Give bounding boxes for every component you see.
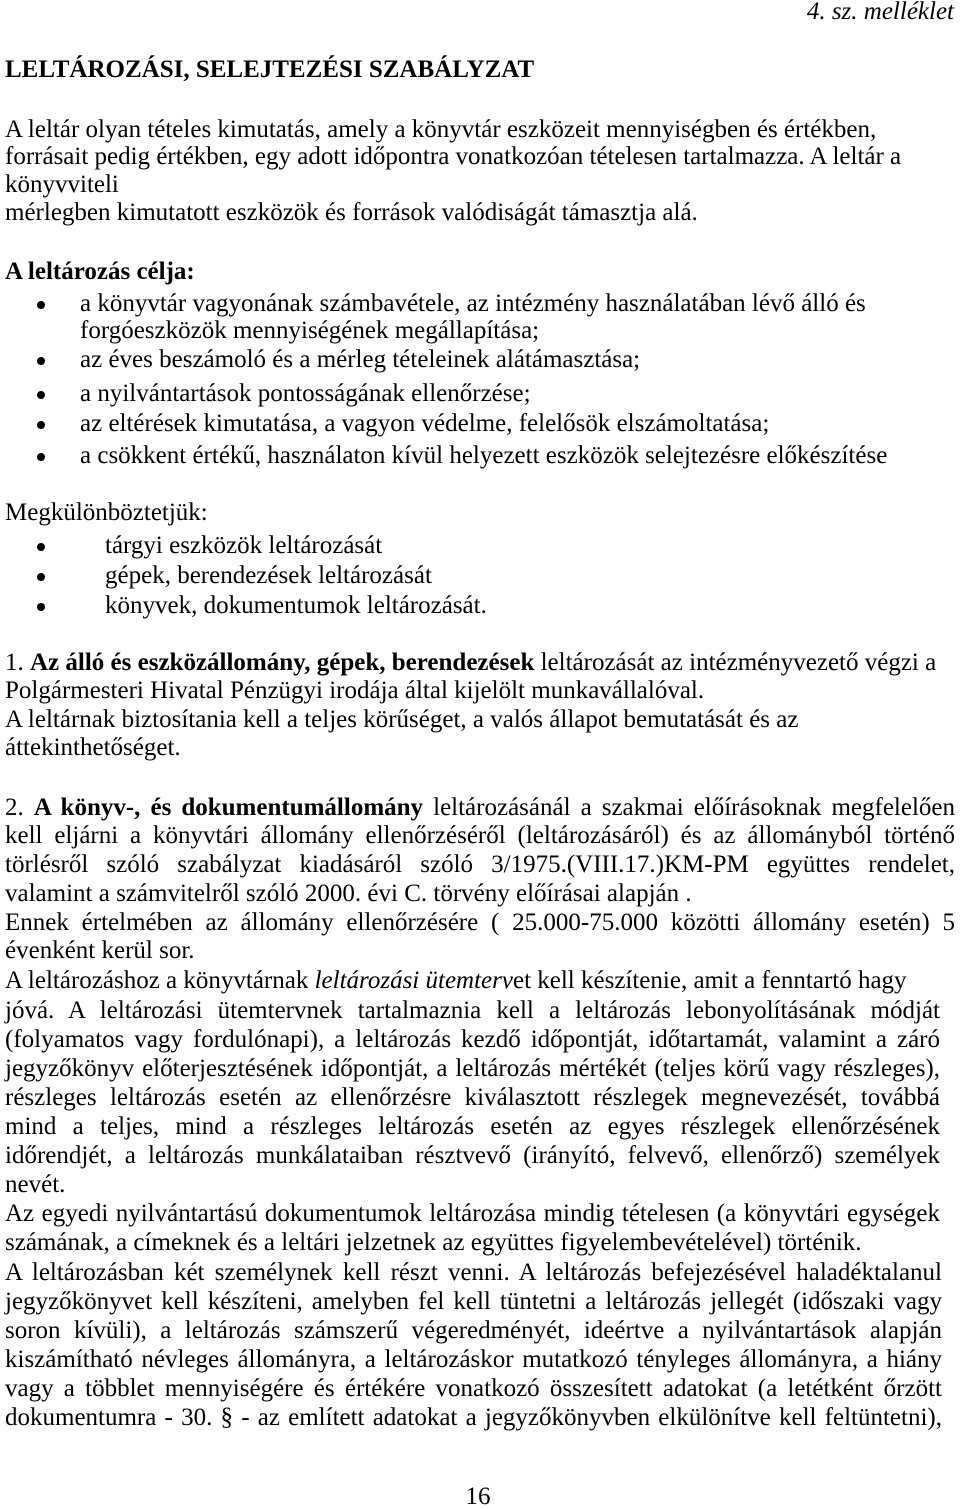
text-line: áttekinthetőséget. xyxy=(5,734,181,761)
page-number: 16 xyxy=(465,1483,491,1509)
document-title: LELTÁROZÁSI, SELEJTEZÉSI SZABÁLYZAT xyxy=(5,56,535,83)
text-line: Polgármesteri Hivatal Pénzügyi irodája által kijelölt munkavállalóval. xyxy=(5,677,705,704)
text-line: jóvá. A leltározási ütemtervnek tartalmaznia kell a leltározás lebonyolításának módját xyxy=(5,997,940,1024)
text-line: részleges leltározás esetén az ellenőrzésre kiválasztott részlegek megnevezését, továbbá xyxy=(5,1084,940,1111)
section-2-first-line xyxy=(5,794,955,822)
section-heading: Az álló és eszközállomány, gépek, berendezések xyxy=(30,649,535,676)
list-item-text: forgóeszközök mennyiségének megállapítása; xyxy=(80,317,540,344)
text-line: A leltározásban két személynek kell részt venni. A leltározás befejezésével haladéktalanul xyxy=(5,1259,942,1286)
bullet-icon xyxy=(37,603,45,611)
text-line: törlésről szóló szabályzat kiadásáról szóló 3/1975.(VIII.17.)KM-PM együttes rendelet, xyxy=(5,851,955,878)
text-run: et kell készítenie, amit a fenntartó hagy xyxy=(512,967,907,994)
types-heading: Megkülönböztetjük: xyxy=(5,499,208,526)
text-line: A leltárnak biztosítania kell a teljes körűséget, a valós állapot bemutatását és az xyxy=(5,706,799,733)
purpose-heading: A leltározás célja: xyxy=(5,258,195,285)
text-line: soron kívüli), a leltározás számszerű végeredményét, ideértve a nyilvántartások alapján xyxy=(5,1317,942,1344)
text-line: évenként kerül sor. xyxy=(5,937,195,964)
text-line: dokumentumra - 30. § - az említett adatokat a jegyzőkönyvben elkülönítve kell feltüntetni), xyxy=(5,1404,942,1431)
bullet-icon xyxy=(37,391,45,399)
schedule-line xyxy=(5,967,907,995)
section-number: 2. xyxy=(5,794,24,821)
section-1-first-line xyxy=(5,649,936,677)
text-line: (folyamatos vagy fordulónapi), a leltározás kezdő időpontját, időtartamát, valamint a záró xyxy=(5,1026,940,1053)
text-line: időrendjét, a leltározás munkálataiban résztvevő (irányító, felvevő, ellenőrző) személyek xyxy=(5,1142,940,1169)
text-line: Ennek értelmében az állomány ellenőrzésére ( 25.000-75.000 közötti állomány esetén) 5 xyxy=(5,909,955,936)
text-line: jegyzőkönyv előterjesztésének időpontját, a leltározás mértékét (teljes körű vagy részleges), xyxy=(5,1055,940,1082)
text-run: A leltározáshoz a könyvtárnak xyxy=(5,967,309,994)
intro-line: forrásait pedig értékben, egy adott időpontra vonatkozóan tételesen tartalmazza. A leltár a xyxy=(5,143,902,170)
bullet-icon xyxy=(37,357,45,365)
text-line: jegyzőkönyvet kell készíteni, amelyben fel kell tüntetni a leltározás jellegét (időszaki vagy xyxy=(5,1288,942,1315)
list-item-text: tárgyi eszközök leltározását xyxy=(105,532,383,559)
list-item-text: a nyilvántartások pontosságának ellenőrzése; xyxy=(80,380,531,407)
bullet-icon xyxy=(37,421,45,429)
section-number: 1. xyxy=(5,649,24,676)
bullet-icon xyxy=(37,301,45,309)
text-line: kell eljárni a könyvtári állomány ellenőrzéséről (leltározásáról) és az állományból történő xyxy=(5,822,955,849)
text-line: vagy a többlet mennyiségére és értékére vonatkozó összesített adatokat (a letétként őrzött xyxy=(5,1375,942,1402)
list-item-text: az eltérések kimutatása, a vagyon védelme, felelősök elszámoltatása; xyxy=(80,410,770,437)
bullet-icon xyxy=(37,543,45,551)
text-line: kiszámítható névleges állományra, a leltározáskor mutatkozó tényleges állományra, a hiány xyxy=(5,1346,942,1373)
intro-line: könyvviteli xyxy=(5,171,119,198)
text-line: valamint a számvitelről szóló 2000. évi C. törvény előírásai alapján . xyxy=(5,880,692,907)
section-text: leltározásánál a szakmai előírásoknak megfelelően xyxy=(433,794,956,821)
text-line: nevét. xyxy=(5,1171,66,1198)
intro-line: A leltár olyan tételes kimutatás, amely a könyvtár eszközeit mennyiségben és értékben, xyxy=(5,116,877,143)
annex-label: 4. sz. melléklet xyxy=(806,0,954,25)
intro-line: mérlegben kimutatott eszközök és források valódiságát támasztja alá. xyxy=(5,199,698,226)
list-item-text: a könyvtár vagyonának számbavétele, az intézmény használatában lévő álló és xyxy=(80,290,866,317)
text-line: számának, a címeknek és a leltári jelzetnek az együttes figyelembevételével) történik. xyxy=(5,1229,862,1256)
section-text: leltározását az intézményvezető végzi a xyxy=(540,649,937,676)
schedule-term: leltározási ütemterv xyxy=(314,967,513,994)
list-item-text: az éves beszámoló és a mérleg tételeinek alátámasztása; xyxy=(80,346,641,373)
text-line: mind a teljes, mind a részleges leltározás esetén az egyes részlegek ellenőrzésének xyxy=(5,1113,940,1140)
list-item-text: a csökkent értékű, használaton kívül helyezett eszközök selejtezésre előkészítése xyxy=(80,442,888,469)
list-item-text: könyvek, dokumentumok leltározását. xyxy=(105,592,487,619)
text-line: Az egyedi nyilvántartású dokumentumok leltározása mindig tételesen (a könyvtári egységek xyxy=(5,1200,940,1227)
bullet-icon xyxy=(37,573,45,581)
list-item-text: gépek, berendezések leltározását xyxy=(105,562,432,589)
section-heading: A könyv-, és dokumentumállomány xyxy=(33,794,424,821)
bullet-icon xyxy=(37,453,45,461)
